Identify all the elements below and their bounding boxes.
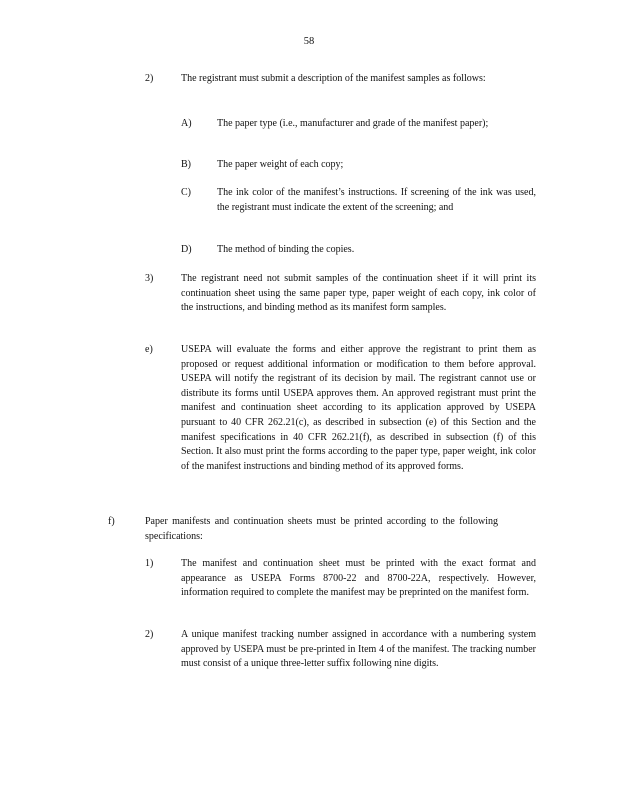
- item-label: B): [181, 159, 191, 170]
- item-label: e): [145, 344, 153, 355]
- item-text: The registrant need not submit samples of the continuation sheet if it will print its continuation sheet using the same paper type, paper weight of each copy, ink color of the instructions, and binding method as its manifest form samples.: [181, 273, 536, 314]
- item-text: The method of binding the copies.: [217, 244, 355, 255]
- item-text: USEPA will evaluate the forms and either approve the registrant to print them as proposed or request additional information or modification to them before approval. USEPA will notify the registrant of its decision by mail. The registrant cannot use or distribute its forms until USEPA approves them. An approved registrant must print the manifest and continuation sheet according to its application approved by USEPA pursuant to 40 CFR 262.21(c), as described in subsection (e) of this Section and the manifest specifications in 40 CFR 262.21(f), as described in subsection (f) of this Section. It also must print the forms according to the paper type, paper weight, ink color of the manifest instructions and binding method of its approved forms.: [181, 344, 536, 472]
- item-text: The registrant must submit a description of the manifest samples as follows:: [181, 73, 486, 84]
- item-text: The paper weight of each copy;: [217, 159, 344, 170]
- item-label: f): [108, 516, 115, 527]
- item-text: The ink color of the manifest’s instructions. If screening of the ink was used, the registrant must indicate the extent of the screening; and: [217, 187, 536, 213]
- item-label: 2): [145, 629, 154, 640]
- item-label: A): [181, 118, 192, 129]
- item-text: The paper type (i.e., manufacturer and grade of the manifest paper);: [217, 118, 489, 129]
- item-label: 3): [145, 273, 154, 284]
- item-text: A unique manifest tracking number assigned in accordance with a numbering system approved by USEPA must be pre-printed in Item 4 of the manifest. The tracking number must consist of a unique three-letter suffix following nine digits.: [181, 629, 536, 670]
- item-label: C): [181, 187, 191, 198]
- page-number: 58: [303, 36, 315, 47]
- item-label: D): [181, 244, 192, 255]
- item-label: 2): [145, 73, 154, 84]
- item-text: The manifest and continuation sheet must be printed with the exact format and appearance as USEPA Forms 8700-22 and 8700-22A, respectively. However, information required to complete the manifest may be preprinted on the manifest form.: [181, 558, 536, 599]
- item-label: 1): [145, 558, 154, 569]
- item-text: Paper manifests and continuation sheets must be printed according to the following specifications:: [145, 516, 498, 542]
